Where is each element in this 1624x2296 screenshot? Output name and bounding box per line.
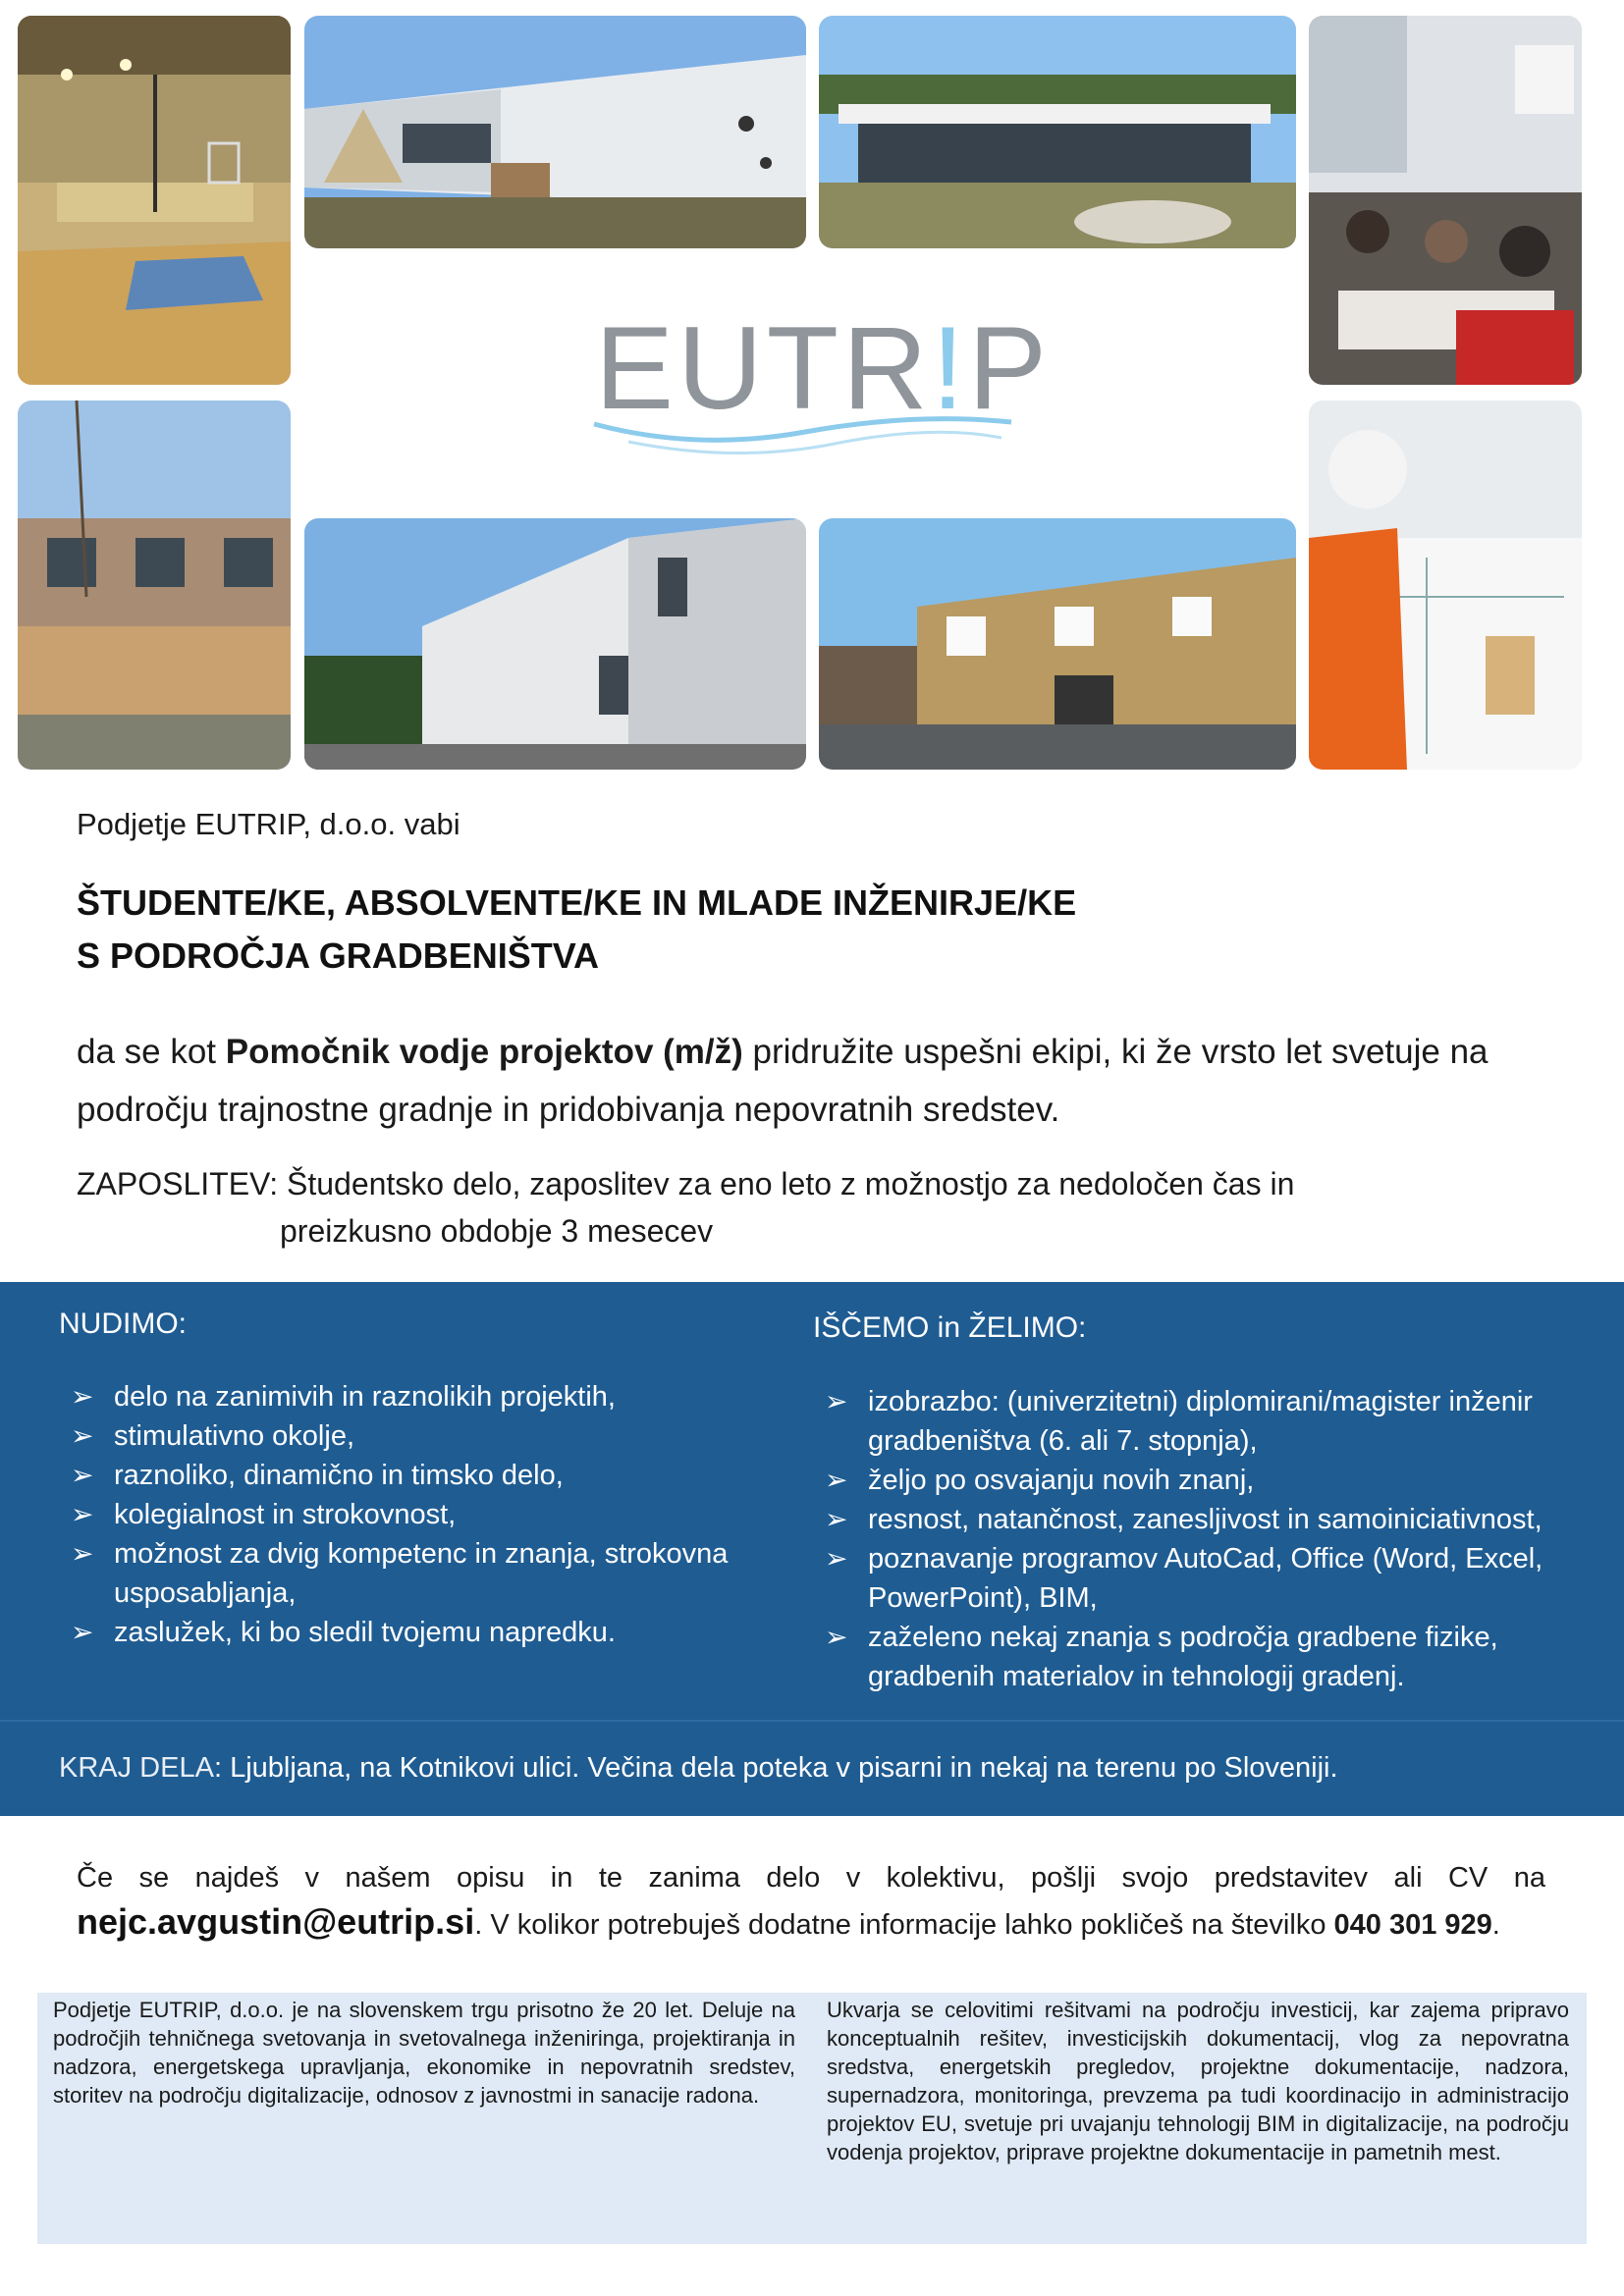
employment-line1: Študentsko delo, zaposlitev za eno leto z možnostjo za nedoločen čas in [278, 1166, 1295, 1201]
white-facade-photo [304, 518, 806, 770]
list-item: ➢ zaslužek, ki bo sledil tvojemu napredku. [71, 1613, 778, 1652]
offer-title: NUDIMO: [59, 1308, 187, 1340]
headline-line1: ŠTUDENTE/KE, ABSOLVENTE/KE IN MLADE INŽENIRJE/KE [77, 882, 1077, 923]
headline-line2: S PODROČJA GRADBENIŠTVA [77, 935, 600, 976]
single-storey-building-photo [819, 16, 1296, 248]
employment-label: ZAPOSLITEV: [77, 1166, 279, 1201]
list-item: ➢ izobrazbo: (univerzitetni) diplomirani/magister inženir gradbeništva (6. ali 7. stopnja), [825, 1382, 1596, 1461]
contact-line1: Če se najdeš v našem opisu in te zanima delo v kolektivu, pošlji svojo predstavitev ali CV na [77, 1862, 1545, 1894]
contact-mid: . V kolikor potrebuješ dodatne informacije lahko pokličeš na številko [474, 1909, 1334, 1941]
list-item: ➢ zaželeno nekaj znanja s področja gradbene fizike, gradbenih materialov in tehnologij gradenj. [825, 1618, 1596, 1696]
wooden-facade-building-photo [819, 518, 1296, 770]
about-left: Podjetje EUTRIP, d.o.o. je na slovenskem trgu prisotno že 20 let. Deluje na področjih tehničnega svetovanja in svetovalnega inženiringa, projektiranja in nadzora, energetskega upravljanja, ekonomike in nepovratnih sredstev, storitev na področju digitalizacije, odnosov z javnostmi in sanacije radona. [53, 1998, 795, 2108]
email-link[interactable]: nejc.avgustin@eutrip.si [77, 1901, 475, 1942]
seminar-room-photo [1309, 16, 1582, 385]
kindergarten-yard-photo [304, 16, 806, 248]
arrow-bullet-icon: ➢ [825, 1504, 848, 1534]
eutrip-logo: EUTR!P [589, 309, 1021, 456]
arrow-bullet-icon: ➢ [825, 1386, 848, 1416]
list-item: ➢ delo na zanimivih in raznolikih projektih, [71, 1377, 778, 1416]
seek-title: IŠČEMO in ŽELIMO: [813, 1311, 1087, 1344]
arrow-bullet-icon: ➢ [71, 1381, 94, 1412]
phone-number: 040 301 929 [1333, 1909, 1492, 1941]
arrow-bullet-icon: ➢ [71, 1499, 94, 1529]
contact-line2 [77, 1897, 1500, 1949]
list-item: ➢ poznavanje programov AutoCad, Office (Word, Excel, PowerPoint), BIM, [825, 1539, 1596, 1618]
lead-position: Pomočnik vodje projektov (m/ž) [225, 1033, 743, 1071]
seek-list [825, 1382, 1596, 1696]
contact-end: . [1491, 1909, 1500, 1941]
page-headline [77, 877, 1076, 983]
lead-pre: da se kot [77, 1033, 226, 1071]
list-item: ➢ kolegialnost in strokovnost, [71, 1495, 778, 1534]
arrow-bullet-icon: ➢ [71, 1538, 94, 1569]
arrow-bullet-icon: ➢ [71, 1420, 94, 1451]
list-item: ➢ možnost za dvig kompetenc in znanja, strokovna usposabljanja, [71, 1534, 778, 1613]
arrow-bullet-icon: ➢ [71, 1617, 94, 1647]
lead-post: pridružite uspešni ekipi, ki že vrsto let svetuje na področju trajnostne gradnje in pridobivanja nepovratnih sredstev. [77, 1033, 1489, 1129]
logo-wave-icon [589, 402, 1021, 461]
arrow-bullet-icon: ➢ [825, 1543, 848, 1574]
arrow-bullet-icon: ➢ [71, 1460, 94, 1490]
sports-hall-photo [18, 16, 291, 385]
offer-list [71, 1377, 778, 1652]
work-location [59, 1752, 1338, 1785]
about-right: Ukvarja se celovitimi rešitvami na področju investicij, kar zajema pripravo konceptualnih rešitev, investicijskih dokumentacij, vlog za nepovratna sredstva, energetskih pregledov, projektne dokumentacije, nadzora, supernadzora, monitoringa, prevzema pa tudi koordinacijo in administracijo projektov EU, svetuje pri uvajanju tehnologij BIM in digitalizacije, na področju vodenja projektov, priprave projektne dokumentacije in pametnih mest. [827, 1998, 1569, 2164]
arrow-bullet-icon: ➢ [825, 1465, 848, 1495]
list-item: ➢ stimulativno okolje, [71, 1416, 778, 1456]
lead-paragraph [77, 1023, 1549, 1139]
brick-building-photo [18, 400, 291, 770]
list-item: ➢ raznoliko, dinamično in timsko delo, [71, 1456, 778, 1495]
list-item: ➢ željo po osvajanju novih znanj, [825, 1461, 1596, 1500]
location-label: KRAJ DELA [59, 1752, 214, 1784]
engineer-drawings-photo [1309, 400, 1582, 770]
location-text: : Ljubljana, na Kotnikovi ulici. Večina dela poteka v pisarni in nekaj na terenu po Sloveniji. [213, 1752, 1338, 1784]
employment-line2: preizkusno obdobje 3 mesecev [280, 1213, 714, 1249]
band-divider [0, 1720, 1624, 1722]
list-item: ➢ resnost, natančnost, zanesljivost in samoiniciativnost, [825, 1500, 1596, 1539]
employment-info [77, 1160, 1294, 1255]
intro-text: Podjetje EUTRIP, d.o.o. vabi [77, 807, 460, 841]
arrow-bullet-icon: ➢ [825, 1622, 848, 1652]
